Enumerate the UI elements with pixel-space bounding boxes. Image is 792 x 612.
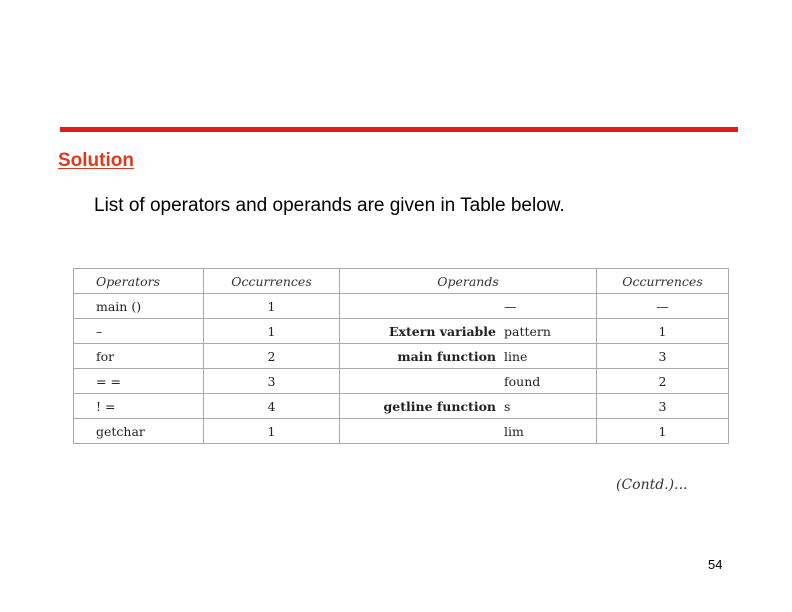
table-row	[74, 419, 729, 444]
operand-label: Extern variable	[389, 323, 497, 339]
header-operand-occurrences: Occurrences	[596, 269, 728, 294]
table-row	[74, 369, 729, 394]
table-header-row	[74, 269, 729, 294]
operand-occurrence-cell: 3	[596, 344, 728, 369]
operators-operands-table	[73, 268, 729, 444]
operand-label: main function	[397, 348, 497, 364]
operator-cell: ! =	[74, 394, 204, 419]
operand-value: found	[504, 373, 541, 389]
operator-cell: –	[74, 319, 204, 344]
operator-occurrence-cell: 1	[203, 294, 339, 319]
table-row	[74, 319, 729, 344]
continued-note: (Contd.)...	[616, 477, 688, 493]
operand-occurrence-cell: —	[596, 294, 728, 319]
operator-cell: getchar	[74, 419, 204, 444]
solution-heading: Solution	[58, 150, 134, 171]
operand-value: s	[504, 398, 511, 414]
header-operators: Operators	[74, 269, 204, 294]
operand-occurrence-cell: 1	[596, 319, 728, 344]
operator-cell: for	[74, 344, 204, 369]
operator-cell: = =	[74, 369, 204, 394]
operand-cell	[340, 394, 597, 419]
header-operands: Operands	[340, 269, 597, 294]
table-row	[74, 344, 729, 369]
operand-occurrence-cell: 2	[596, 369, 728, 394]
operand-value: line	[504, 348, 528, 364]
operand-cell	[340, 344, 597, 369]
table-row	[74, 394, 729, 419]
operator-occurrence-cell: 1	[203, 419, 339, 444]
intro-text: List of operators and operands are given in Table below.	[94, 195, 565, 216]
operator-occurrence-cell: 3	[203, 369, 339, 394]
header-operator-occurrences: Occurrences	[203, 269, 339, 294]
page-number: 54	[708, 557, 723, 572]
operand-cell	[340, 419, 597, 444]
operand-value: —	[504, 298, 517, 314]
operator-occurrence-cell: 4	[203, 394, 339, 419]
table-row	[74, 294, 729, 319]
operand-occurrence-cell: 1	[596, 419, 728, 444]
operand-value: lim	[504, 423, 524, 439]
operator-occurrence-cell: 2	[203, 344, 339, 369]
operand-cell	[340, 294, 597, 319]
operand-cell	[340, 319, 597, 344]
operand-value: pattern	[504, 323, 551, 339]
operator-occurrence-cell: 1	[203, 319, 339, 344]
top-rule	[60, 127, 738, 132]
operand-cell	[340, 369, 597, 394]
operator-cell: main ()	[74, 294, 204, 319]
operand-label: getline function	[383, 398, 497, 414]
operand-occurrence-cell: 3	[596, 394, 728, 419]
